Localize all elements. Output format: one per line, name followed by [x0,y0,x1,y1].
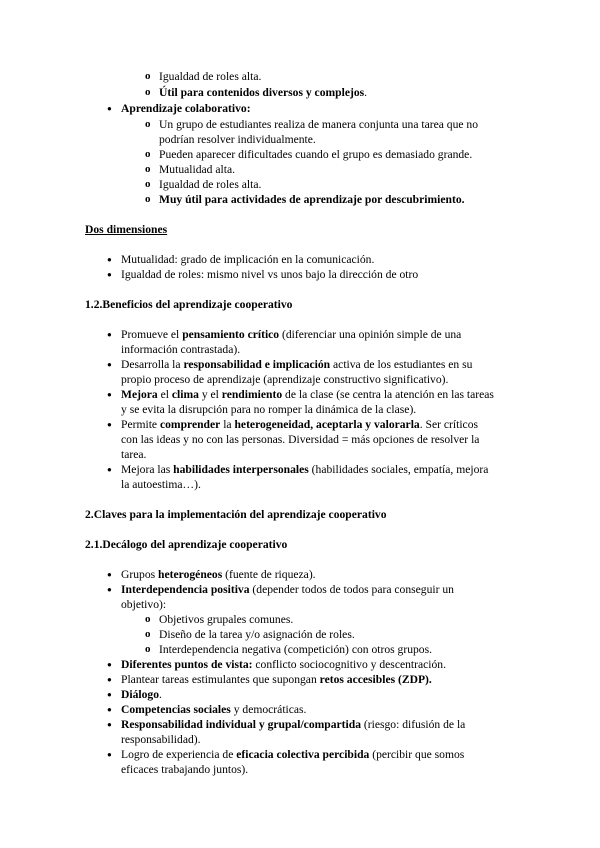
list-item-continuation: la autoestima…). [121,478,201,491]
section-heading: Dos dimensiones [85,223,168,236]
list-item: Plantear tareas estimulantes que supongan retos accesibles (ZDP). [121,673,432,686]
sub-bullet: o [145,70,151,82]
sub-bullet: o [145,118,151,130]
list-item: Competencias sociales y democráticas. [121,703,307,716]
list-item-continuation: podrían resolver individualmente. [159,133,316,146]
list-item-continuation: tarea. [121,448,147,461]
sub-bullet: o [145,628,151,640]
list-item-continuation: propio proceso de aprendizaje (aprendizaje constructivo significativo). [121,373,449,386]
bullet [107,567,112,583]
bullet [107,462,112,478]
bullet [107,687,112,703]
list-item: Promueve el pensamiento crítico (diferenciar una opinión simple de una [121,328,462,341]
list-item: Interdependencia positiva (depender todos de todos para conseguir un [121,583,454,596]
bullet [107,357,112,373]
list-item: Aprendizaje colaborativo: [121,102,251,115]
list-item: Muy útil para actividades de aprendizaje por descubrimiento. [159,193,465,206]
sub-bullet: o [145,193,151,205]
list-item: Interdependencia negativa (competición) con otros grupos. [159,643,432,656]
sub-bullet: o [145,86,151,98]
list-item: Diálogo. [121,688,162,701]
list-item: Útil para contenidos diversos y complejos. [159,86,368,99]
bullet [107,387,112,403]
bullet [107,747,112,763]
section-heading: 1.2.Beneficios del aprendizaje cooperativo [85,298,293,311]
list-item: Igualdad de roles: mismo nivel vs unos bajo la dirección de otro [121,268,419,281]
bullet [107,717,112,733]
bullet [107,672,112,688]
list-item: Objetivos grupales comunes. [159,613,294,626]
list-item: Grupos heterogéneos (fuente de riqueza). [121,568,316,581]
list-item: Mejora las habilidades interpersonales (habilidades sociales, empatía, mejora [121,463,489,476]
list-item-continuation: información contrastada). [121,343,241,356]
list-item: Igualdad de roles alta. [159,178,262,191]
list-item: Mutualidad: grado de implicación en la comunicación. [121,253,375,266]
list-item: Pueden aparecer dificultades cuando el grupo es demasiado grande. [159,148,473,161]
list-item: Mutualidad alta. [159,163,235,176]
bullet [107,101,112,117]
list-item: Logro de experiencia de eficacia colectiva percibida (percibir que somos [121,748,465,761]
list-item-continuation: responsabilidad). [121,733,201,746]
list-item: Un grupo de estudiantes realiza de manera conjunta una tarea que no [159,118,479,131]
sub-bullet: o [145,178,151,190]
list-item-continuation: objetivo): [121,598,167,611]
list-item-continuation: y se evita la disrupción para no romper la dinámica de la clase). [121,403,417,416]
sub-bullet: o [145,163,151,175]
bullet [107,417,112,433]
bullet [107,582,112,598]
list-item-continuation: eficaces trabajando juntos). [121,763,249,776]
list-item: Responsabilidad individual y grupal/compartida (riesgo: difusión de la [121,718,466,731]
bullet [107,267,112,283]
list-item-continuation: con las ideas y no con las personas. Diversidad = más opciones de resolver la [121,433,480,446]
list-item: Diseño de la tarea y/o asignación de roles. [159,628,355,641]
bullet [107,327,112,343]
bullet [107,252,112,268]
sub-bullet: o [145,643,151,655]
list-item: Mejora el clima y el rendimiento de la clase (se centra la atención en las tareas [121,388,494,401]
list-item: Permite comprender la heterogeneidad, aceptarla y valorarla. Ser críticos [121,418,479,431]
section-heading: 2.1.Decálogo del aprendizaje cooperativo [85,538,288,551]
list-item: Diferentes puntos de vista: conflicto sociocognitivo y descentración. [121,658,446,671]
list-item: Igualdad de roles alta. [159,70,262,83]
section-heading: 2.Claves para la implementación del aprendizaje cooperativo [85,508,387,521]
sub-bullet: o [145,613,151,625]
bullet [107,657,112,673]
sub-bullet: o [145,148,151,160]
bullet [107,702,112,718]
list-item: Desarrolla la responsabilidad e implicación activa de los estudiantes en su [121,358,473,371]
